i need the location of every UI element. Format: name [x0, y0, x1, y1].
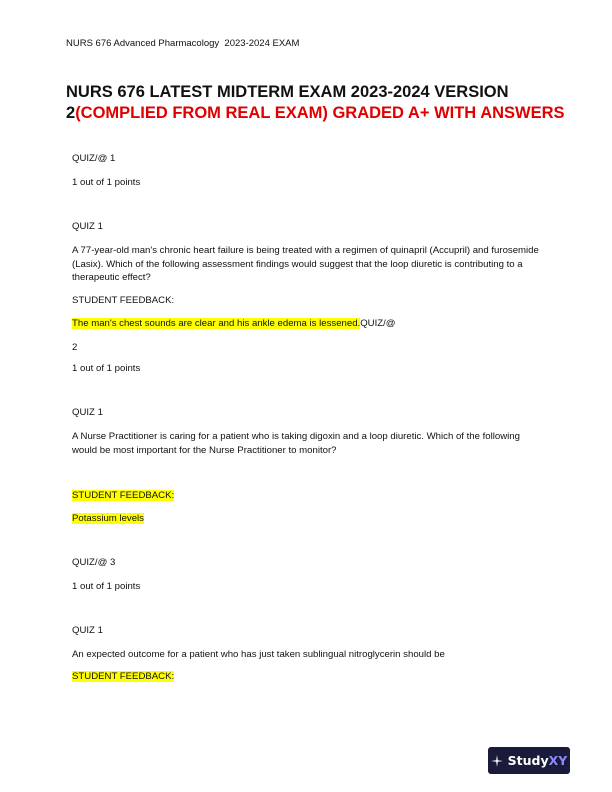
q2-label-part-b: 2 — [72, 342, 78, 353]
q2-question-text: A Nurse Practitioner is caring for a patient who is taking digoxin and a loop diuretic. Which of the following would be most important for the Nurse Practitioner to monitor? — [72, 431, 520, 456]
q2-label-part-a: QUIZ/@ — [360, 318, 396, 329]
q3-question-text: An expected outcome for a patient who has just taken sublingual nitroglycerin should be — [72, 649, 445, 660]
q2-answer-line — [72, 512, 542, 526]
title-red-text: (COMPLIED FROM REAL EXAM) GRADED A+ WITH ANSWERS — [75, 104, 565, 122]
q2-feedback-label: STUDENT FEEDBACK: — [72, 490, 175, 501]
document-title — [66, 82, 566, 124]
q3-feedback-label: STUDENT FEEDBACK: — [72, 671, 175, 682]
q1-answer-highlight: The man's chest sounds are clear and his ankle edema is lessened. — [72, 318, 361, 329]
q1-feedback-label: STUDENT FEEDBACK: — [72, 295, 175, 306]
title-line-1: NURS 676 LATEST MIDTERM EXAM 2023-2024 VERSION — [66, 83, 509, 101]
q1-label: QUIZ/@ 1 — [72, 153, 116, 164]
logo-text-main: Study — [507, 753, 549, 768]
logo-text-accent: XY — [548, 753, 568, 768]
title-line-2 — [66, 103, 566, 124]
q2-answer-highlight: Potassium levels — [72, 513, 144, 524]
q2-quiz-label: QUIZ 1 — [72, 407, 103, 418]
q2-feedback-line — [72, 489, 542, 503]
q1-answer-line — [72, 317, 542, 331]
plus-sparkle-icon — [491, 755, 503, 767]
q2-points: 1 out of 1 points — [72, 363, 141, 374]
q3-label: QUIZ/@ 3 — [72, 557, 116, 568]
q3-points: 1 out of 1 points — [72, 581, 141, 592]
title-version-number: 2 — [66, 104, 76, 122]
studyxy-logo — [488, 747, 570, 774]
q1-quiz-label: QUIZ 1 — [72, 221, 103, 232]
q3-quiz-label: QUIZ 1 — [72, 625, 103, 636]
q3-feedback-line — [72, 670, 542, 684]
q1-question-text: A 77-year-old man's chronic heart failure is being treated with a regimen of quinapril (Accupril) and furosemide (Lasix). Which of the following assessment findings would suggest that the loop diuretic is contributing to a therapeutic effect? — [72, 245, 539, 283]
q1-points: 1 out of 1 points — [72, 177, 141, 188]
logo-text — [508, 753, 568, 768]
page-header: NURS 676 Advanced Pharmacology 2023-2024 EXAM — [66, 38, 300, 49]
